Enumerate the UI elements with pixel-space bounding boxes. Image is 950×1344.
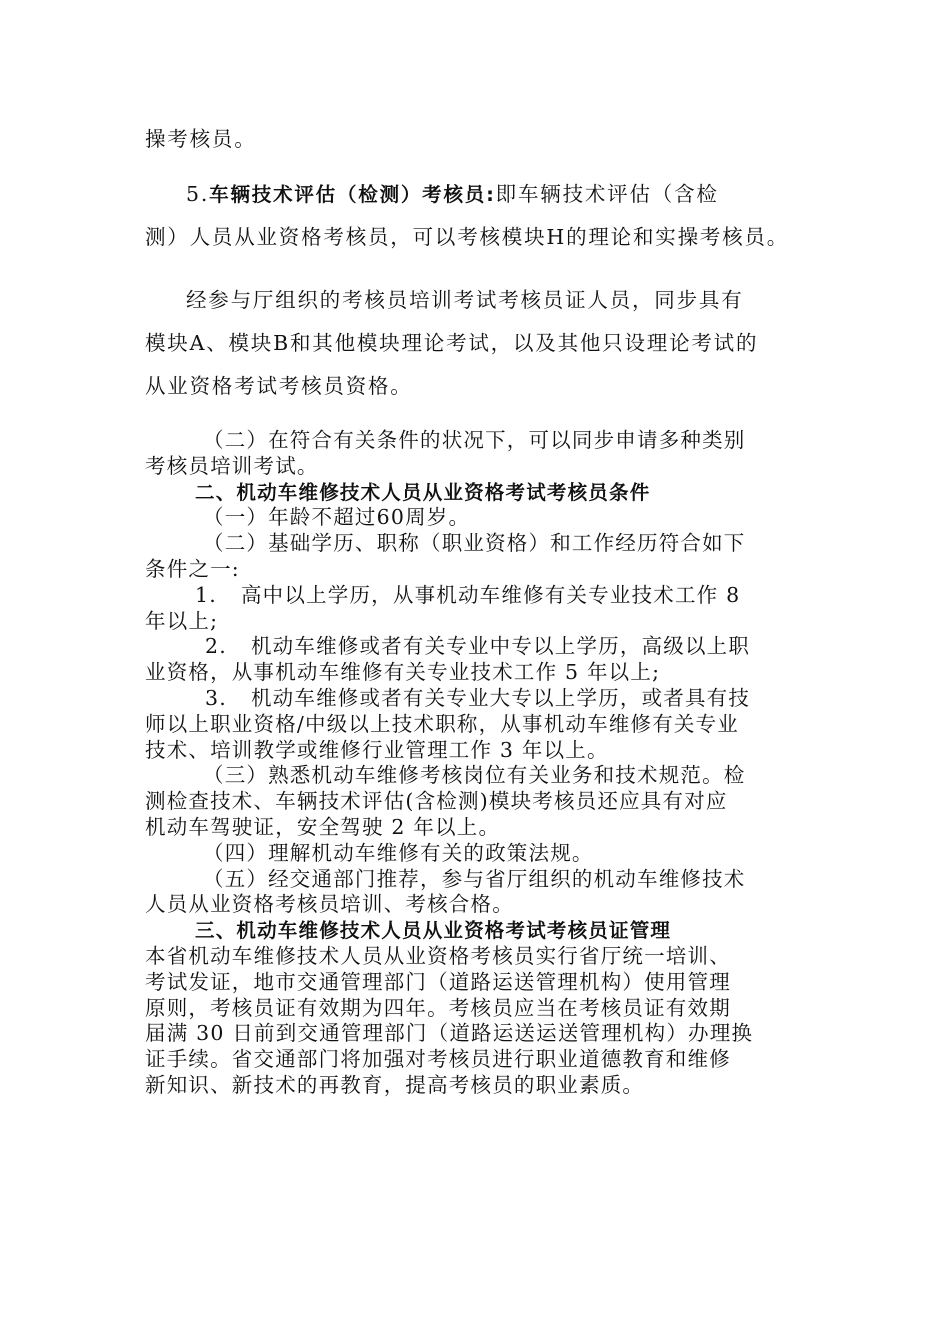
para-trained-line2: 模块A、模块B和其他模块理论考试，以及其他只设理论考试的 [145,331,759,355]
sub-1-number: 1. [195,582,217,607]
condition-1: （一）年龄不超过60周岁。 [203,505,471,530]
item-5-number: 5. [186,182,210,206]
condition-3-line1: （三）熟悉机动车维修考核岗位有关业务和技术规范。检 [203,763,746,788]
section-3-heading: 三、机动车维修技术人员从业资格考试考核员证管理 [195,919,672,943]
sub-1-line2: 年以上; [145,608,219,633]
condition-5-line1: （五）经交通部门推荐，参与省厅组织的机动车维修技术 [203,866,746,891]
section-3-body-line2: 考试发证，地市交通管理部门（道路运送管理机构）使用管理 [145,969,731,994]
item-5-text-line1: 即车辆技术评估（含检 [495,182,719,206]
condition-5-line2: 人员从业资格考核员培训、考核合格。 [145,892,514,917]
sub-2-line2: 业资格，从事机动车维修有关专业技术工作 5 年以上; [145,660,661,685]
document-body [145,118,810,1099]
sub-2-text: 机动车维修或者有关专业中专以上学历，高级以上职 [250,634,751,659]
condition-2-line2: 条件之一: [145,556,240,581]
sub-1-text: 高中以上学历，从事机动车维修有关专业技术工作 8 [240,582,741,607]
condition-3-line2: 测检查技术、车辆技术评估(含检测)模块考核员还应具有对应 [145,789,728,814]
section-3-body-line1: 本省机动车维修技术人员从业资格考核员实行省厅统一培训、 [145,943,731,968]
para-trained-line1: 经参与厅组织的考核员培训考试考核员证人员，同步具有 [186,288,744,312]
continuation-line: 操考核员。 [145,127,257,151]
para-two-line1: （二）在符合有关条件的状况下，可以同步申请多种类别 [203,428,746,452]
section-2-heading: 二、机动车维修技术人员从业资格考试考核员条件 [195,480,651,504]
sub-3-line1 [145,686,810,712]
sub-1-line1 [145,583,810,609]
section-3-body-line6: 新知识、新技术的再教育，提高考核员的职业素质。 [145,1072,645,1097]
sub-3-line2: 师以上职业资格/中级以上技术职称，从事机动车维修有关专业 [145,711,740,736]
sub-3-text: 机动车维修或者有关专业大专以上学历，或者具有技 [250,685,751,710]
sub-2-number: 2. [205,634,227,659]
sub-3-line3: 技术、培训教学或维修行业管理工作 3 年以上。 [145,737,609,762]
section-3-body-line3: 原则，考核员证有效期为四年。考核员应当在考核员证有效期 [145,995,731,1020]
item-5-title: 车辆技术评估（检测）考核员: [209,183,496,206]
loose-section [145,118,810,408]
condition-4: （四）理解机动车维修有关的政策法规。 [203,840,594,865]
item-5-line1 [145,173,810,216]
condition-2-line1: （二）基础学历、职称（职业资格）和工作经历符合如下 [203,531,746,556]
condition-3-line3: 机动车驾驶证，安全驾驶 2 年以上。 [145,814,501,839]
sub-3-number: 3. [205,685,227,710]
section-3-body-line5: 证手续。省交通部门将加强对考核员进行职业道德教育和维修 [145,1047,731,1072]
tight-section [145,428,810,1099]
item-5-line2: 测）人员从业资格考核员，可以考核模块H的理论和实操考核员。 [145,225,790,249]
sub-2-line1 [145,634,810,660]
section-3-body-line4: 届满 30 日前到交通管理部门（道路运送运送管理机构）办理换 [145,1021,754,1046]
para-two-line2: 考核员培训考试。 [145,453,319,478]
para-trained-line3: 从业资格考试考核员资格。 [145,374,413,398]
